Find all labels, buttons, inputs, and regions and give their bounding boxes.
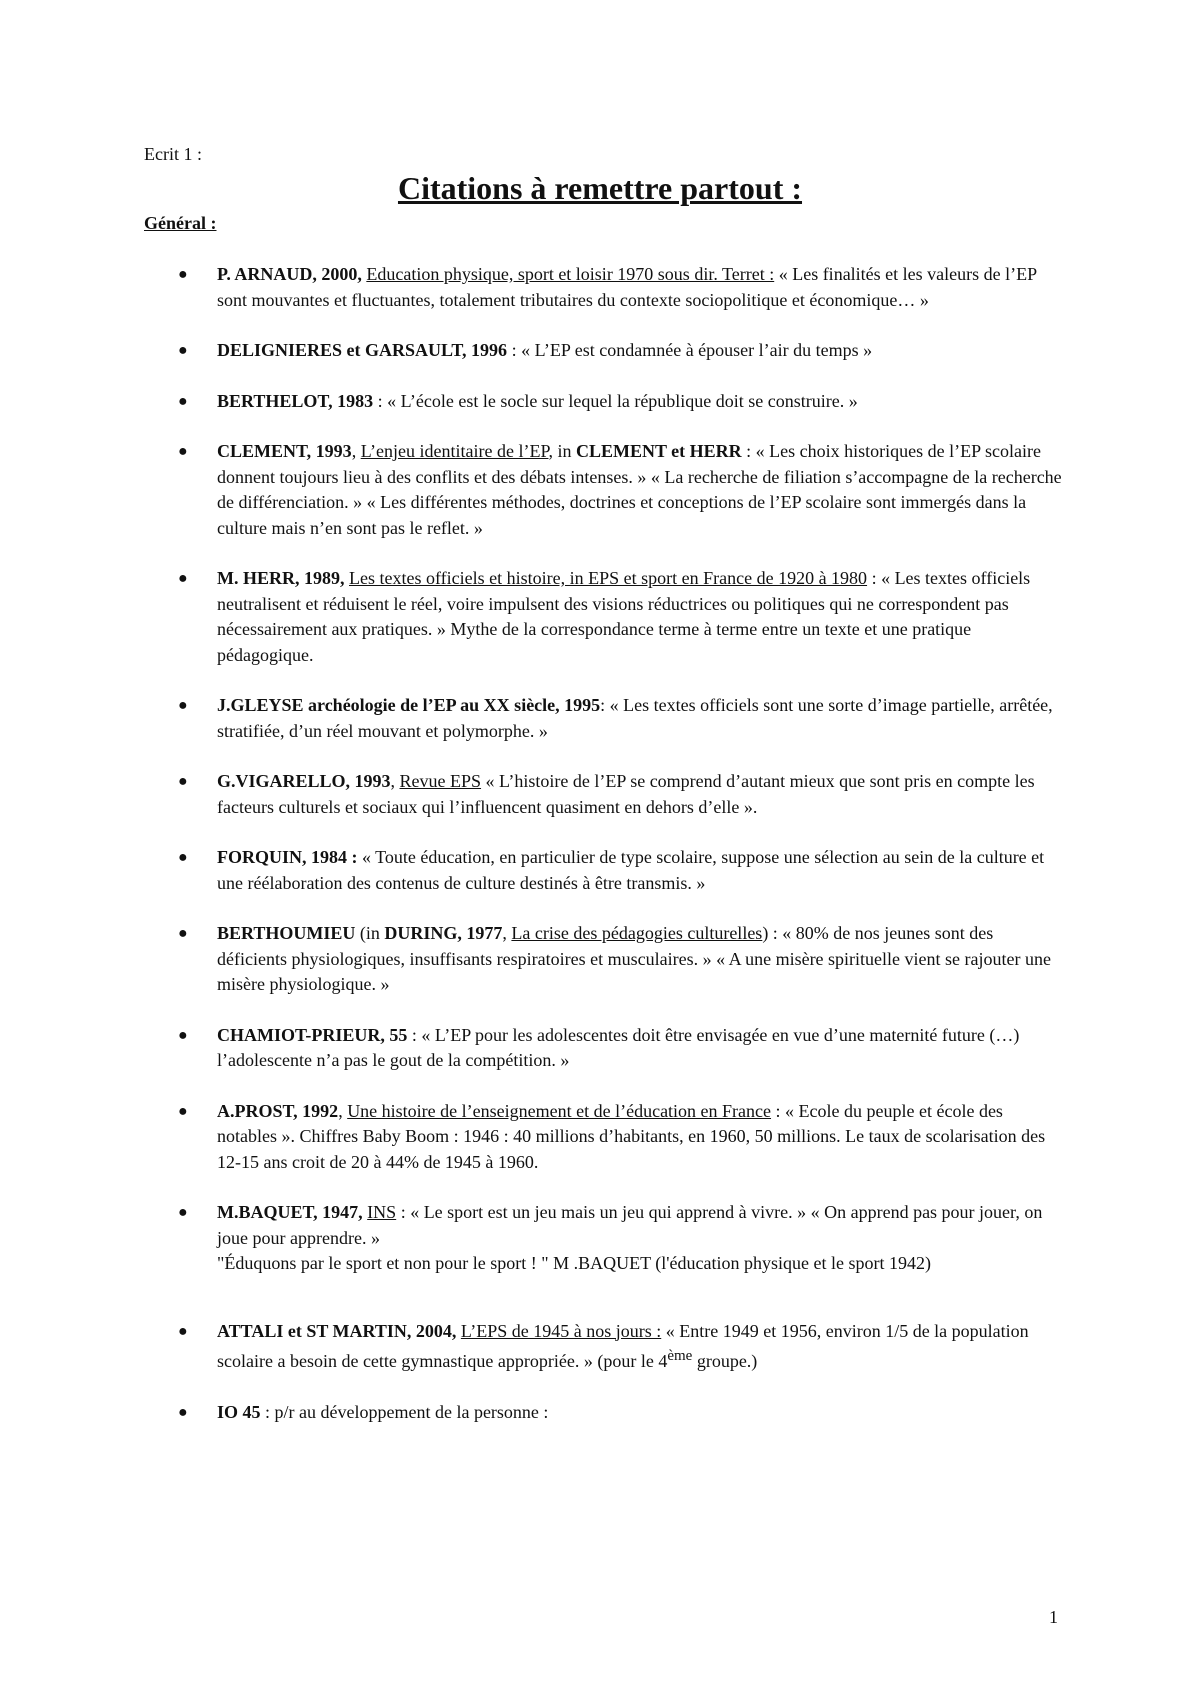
bullet-icon: ● (178, 773, 188, 790)
bullet-icon: ● (178, 925, 188, 942)
citation-item (144, 1319, 1064, 1375)
bullet-icon: ● (178, 1102, 188, 1120)
section-heading: Général : (144, 213, 217, 233)
bullet-icon: ● (178, 443, 188, 460)
citation-quote: « Entre 1949 et 1956, environ 1/5 de la population scolaire a besoin de cette gymnastique appropriée. » (pour le 4 (217, 1320, 1029, 1371)
citation-author: M. HERR, 1989, (217, 568, 345, 588)
citation-item (144, 921, 1064, 998)
citation-item (144, 769, 1064, 820)
citation-quote: « Les finalités et les valeurs de l’EP sont mouvantes et fluctuantes, totalement tributaires du contexte sociopolitique et économique… » (217, 264, 1037, 310)
citation-separator: , (502, 923, 512, 943)
citation-item (144, 389, 1064, 415)
bullet-icon: ● (178, 1026, 188, 1044)
citation-quote: : « L’école est le socle sur lequel la république doit se construire. » (373, 390, 858, 411)
bullet-icon: ● (178, 1322, 188, 1340)
citation-separator: , (338, 1100, 348, 1121)
citation-work: L’enjeu identitaire de l’EP (360, 441, 549, 461)
bullet-icon: ● (178, 1204, 188, 1221)
citation-item (144, 1023, 1064, 1074)
citation-quote: « L’histoire de l’EP se comprend d’autant mieux que sont pris en compte les facteurs culturels et sociaux qui l’influencent quasiment en dehors d’elle ». (217, 771, 1035, 817)
citation-work: Revue EPS (399, 771, 482, 791)
citation-author: BERTHELOT, 1983 (217, 390, 374, 411)
pre-title: Ecrit 1 : (144, 144, 202, 164)
citation-author: M.BAQUET, 1947, (217, 1202, 363, 1222)
citation-item (144, 1400, 1064, 1426)
page-number: 1 (1049, 1607, 1058, 1627)
citation-author: ATTALI et ST MARTIN, 2004, (217, 1320, 457, 1341)
citation-author: CHAMIOT-PRIEUR, 55 (217, 1024, 408, 1045)
citation-quote: : « Ecole du peuple et école des notables ». Chiffres Baby Boom : 1946 : 40 millions d’habitants, en 1960, 50 millions. Le taux de scolarisation des 12-15 ans croit de 20 à 44% de 1945 à 1960. (217, 1100, 1046, 1172)
citation-author: CLEMENT, 1993 (217, 441, 352, 461)
citation-item (144, 1200, 1064, 1277)
citation-item (144, 693, 1064, 744)
citation-item (144, 439, 1064, 541)
citation-item (144, 262, 1064, 313)
citation-work: La crise des pédagogies culturelles (511, 923, 763, 943)
citation-quote: : « L’EP est condamnée à épouser l’air du temps » (507, 340, 873, 360)
citation-item (144, 338, 1064, 364)
citation-author: IO 45 (217, 1401, 261, 1422)
citation-author: G.VIGARELLO, 1993 (217, 771, 391, 791)
citation-separator: , (351, 441, 361, 461)
bullet-icon: ● (178, 392, 188, 410)
citation-work: L’EPS de 1945 à nos jours : (460, 1320, 662, 1341)
citation-quote: : p/r au développement de la personne : (260, 1401, 549, 1422)
citation-tail: groupe.) (692, 1351, 758, 1371)
citation-author: J.GLEYSE archéologie de l’EP au XX siècle, 1995 (217, 695, 601, 715)
citation-quote: : « L’EP pour les adolescentes doit être envisagée en vue d’une maternité future (…) l’adolescente n’a pas le gout de la compétition. » (217, 1024, 1020, 1070)
page-title: Citations à remettre partout : (397, 170, 803, 206)
bullet-icon: ● (178, 849, 188, 866)
citation-quote: « Toute éducation, en particulier de type scolaire, suppose une sélection au sein de la culture et une réélaboration des contenus de culture destinés à être transmis. » (217, 847, 1045, 893)
citation-author: FORQUIN, 1984 : (217, 847, 358, 867)
citation-author-secondary: DURING, 1977 (384, 923, 503, 943)
citation-quote: : « Le sport est un jeu mais un jeu qui apprend à vivre. » « On apprend pas pour jouer, on joue pour apprendre. » (217, 1202, 1043, 1248)
citation-item (144, 566, 1064, 668)
citation-item (144, 1099, 1064, 1176)
citation-author: BERTHOUMIEU (217, 923, 356, 943)
citation-work: Education physique, sport et loisir 1970 sous dir. Terret : (366, 264, 775, 284)
citation-quote: : « Les textes officiels sont une sorte d’image partielle, arrêtée, stratifiée, d’un réel mouvant et polymorphe. » (217, 695, 1053, 741)
citation-work: Une histoire de l’enseignement et de l’éducation en France (347, 1100, 772, 1121)
bullet-icon: ● (178, 266, 188, 283)
citation-author: P. ARNAUD, 2000, (217, 264, 362, 284)
bullet-icon: ● (178, 1403, 188, 1421)
citation-work: INS (367, 1202, 397, 1222)
citation-author-secondary: CLEMENT et HERR (575, 441, 742, 461)
bullet-icon: ● (178, 342, 188, 359)
citation-superscript: ème (667, 1348, 693, 1364)
citation-quote: ) : « 80% de nos jeunes sont des déficients physiologiques, insuffisants respiratoires et musculaires. » « A une misère spirituelle vient se rajouter une misère physiologique. » (217, 923, 1051, 994)
citation-separator: , in (548, 441, 576, 461)
citation-list (144, 262, 1064, 1450)
citation-item (144, 845, 1064, 896)
bullet-icon: ● (178, 570, 188, 587)
citation-author: A.PROST, 1992 (217, 1100, 339, 1121)
citation-work: Les textes officiels et histoire, in EPS et sport en France de 1920 à 1980 (349, 568, 868, 588)
citation-separator: (in (355, 923, 385, 943)
citation-quote: : « Les choix historiques de l’EP scolaire donnent toujours lieu à des conflits et des débats intenses. » « La recherche de filiation s’accompagne de la recherche de différenciation. » « Les différentes méthodes, doctrines et conceptions de l’EP scolaire sont immergés dans la culture mais n’en sont pas le reflet. » (217, 441, 1062, 538)
citation-quote: : « Les textes officiels neutralisent et réduisent le réel, voire impulsent des visions réductrices ou politiques qui ne correspondent pas nécessairement aux pratiques. » Mythe de la correspondance terme à terme entre un texte et une pratique pédagogique. (217, 568, 1031, 665)
citation-author: DELIGNIERES et GARSAULT, 1996 (217, 340, 508, 360)
bullet-icon: ● (178, 697, 188, 714)
citation-separator: , (390, 771, 400, 791)
citation-extra: "Éduquons par le sport et non pour le sport ! " M .BAQUET (l'éducation physique et le sport 1942) (217, 1253, 931, 1273)
